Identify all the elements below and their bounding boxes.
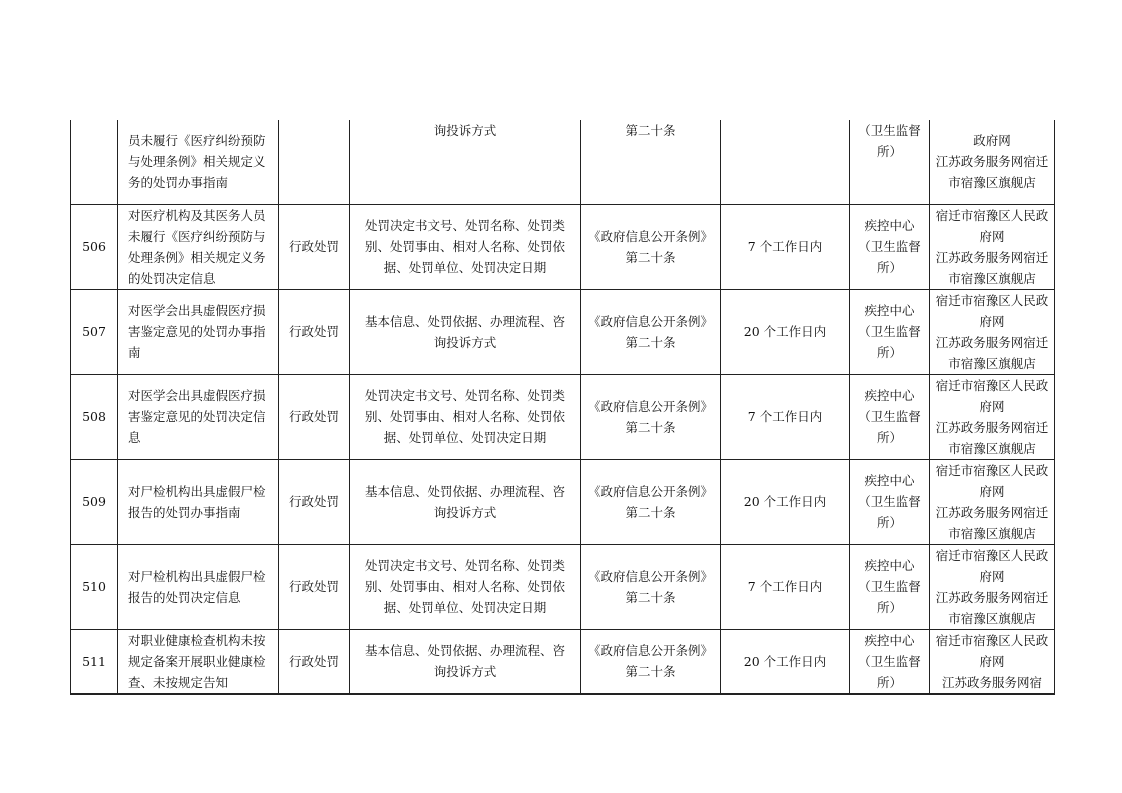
disclosure-period: 20 个工作日内 <box>721 289 850 374</box>
legal-basis: 《政府信息公开条例》 第二十条 <box>581 459 721 544</box>
department: 疾控中心 （卫生监督所） <box>850 544 930 629</box>
disclosure-content: 询投诉方式 <box>350 120 581 204</box>
table-row <box>71 289 1055 374</box>
department: 疾控中心 （卫生监督所） <box>850 289 930 374</box>
legal-basis: 《政府信息公开条例》 第二十条 <box>581 374 721 459</box>
legal-basis: 《政府信息公开条例》 第二十条 <box>581 289 721 374</box>
department: 疾控中心 （卫生监督所） <box>850 374 930 459</box>
legal-basis: 第二十条 <box>581 120 721 204</box>
legal-basis: 《政府信息公开条例》 第二十条 <box>581 204 721 289</box>
department: 疾控中心 （卫生监督所） <box>850 204 930 289</box>
item-name: 对尸检机构出具虚假尸检报告的处罚决定信息 <box>118 544 279 629</box>
legal-basis: 《政府信息公开条例》 第二十条 <box>581 629 721 694</box>
category: 行政处罚 <box>279 459 350 544</box>
disclosure-content: 基本信息、处罚依据、办理流程、咨询投诉方式 <box>350 459 581 544</box>
table-body <box>71 120 1055 694</box>
table-row <box>71 120 1055 204</box>
department: 疾控中心 （卫生监督所） <box>850 629 930 694</box>
row-number <box>71 120 118 204</box>
disclosure-period: 7 个工作日内 <box>721 204 850 289</box>
table-row <box>71 374 1055 459</box>
item-name: 对职业健康检查机构未按规定备案开展职业健康检查、未按规定告知 <box>118 629 279 694</box>
category: 行政处罚 <box>279 204 350 289</box>
disclosure-period: 7 个工作日内 <box>721 374 850 459</box>
channel: 宿迁市宿豫区人民政府网 江苏政务服务网宿迁市宿豫区旗舰店 <box>930 374 1055 459</box>
channel: 宿迁市宿豫区人民政府网 江苏政务服务网宿迁市宿豫区旗舰店 <box>930 289 1055 374</box>
department: 疾控中心 （卫生监督所） <box>850 459 930 544</box>
row-number: 509 <box>71 459 118 544</box>
item-name: 对医学会出具虚假医疗损害鉴定意见的处罚办事指南 <box>118 289 279 374</box>
table-row <box>71 544 1055 629</box>
disclosure-period <box>721 120 850 204</box>
disclosure-content: 处罚决定书文号、处罚名称、处罚类别、处罚事由、相对人名称、处罚依据、处罚单位、处罚决定日期 <box>350 544 581 629</box>
disclosure-content: 处罚决定书文号、处罚名称、处罚类别、处罚事由、相对人名称、处罚依据、处罚单位、处罚决定日期 <box>350 374 581 459</box>
department: （卫生监督所） <box>850 120 930 204</box>
channel: 宿迁市宿豫区人民政府网 江苏政务服务网宿 <box>930 629 1055 694</box>
disclosure-content: 基本信息、处罚依据、办理流程、咨询投诉方式 <box>350 629 581 694</box>
category: 行政处罚 <box>279 544 350 629</box>
row-number: 511 <box>71 629 118 694</box>
category: 行政处罚 <box>279 289 350 374</box>
table-row <box>71 204 1055 289</box>
category: 行政处罚 <box>279 629 350 694</box>
disclosure-content: 处罚决定书文号、处罚名称、处罚类别、处罚事由、相对人名称、处罚依据、处罚单位、处罚决定日期 <box>350 204 581 289</box>
disclosure-period: 7 个工作日内 <box>721 544 850 629</box>
disclosure-table <box>70 120 1055 695</box>
item-name: 对医学会出具虚假医疗损害鉴定意见的处罚决定信息 <box>118 374 279 459</box>
disclosure-period: 20 个工作日内 <box>721 629 850 694</box>
item-name: 对医疗机构及其医务人员未履行《医疗纠纷预防与处理条例》相关规定义务的处罚决定信息 <box>118 204 279 289</box>
legal-basis: 《政府信息公开条例》 第二十条 <box>581 544 721 629</box>
row-number: 507 <box>71 289 118 374</box>
channel: 宿迁市宿豫区人民政府网 江苏政务服务网宿迁市宿豫区旗舰店 <box>930 544 1055 629</box>
category <box>279 120 350 204</box>
channel: 宿迁市宿豫区人民政府网 江苏政务服务网宿迁市宿豫区旗舰店 <box>930 204 1055 289</box>
disclosure-content: 基本信息、处罚依据、办理流程、咨询投诉方式 <box>350 289 581 374</box>
item-name: 对尸检机构出具虚假尸检报告的处罚办事指南 <box>118 459 279 544</box>
channel: 政府网 江苏政务服务网宿迁市宿豫区旗舰店 <box>930 120 1055 204</box>
table-row <box>71 629 1055 694</box>
row-number: 510 <box>71 544 118 629</box>
row-number: 506 <box>71 204 118 289</box>
row-number: 508 <box>71 374 118 459</box>
item-name: 员未履行《医疗纠纷预防与处理条例》相关规定义务的处罚办事指南 <box>118 120 279 204</box>
disclosure-period: 20 个工作日内 <box>721 459 850 544</box>
channel: 宿迁市宿豫区人民政府网 江苏政务服务网宿迁市宿豫区旗舰店 <box>930 459 1055 544</box>
table-row <box>71 459 1055 544</box>
category: 行政处罚 <box>279 374 350 459</box>
